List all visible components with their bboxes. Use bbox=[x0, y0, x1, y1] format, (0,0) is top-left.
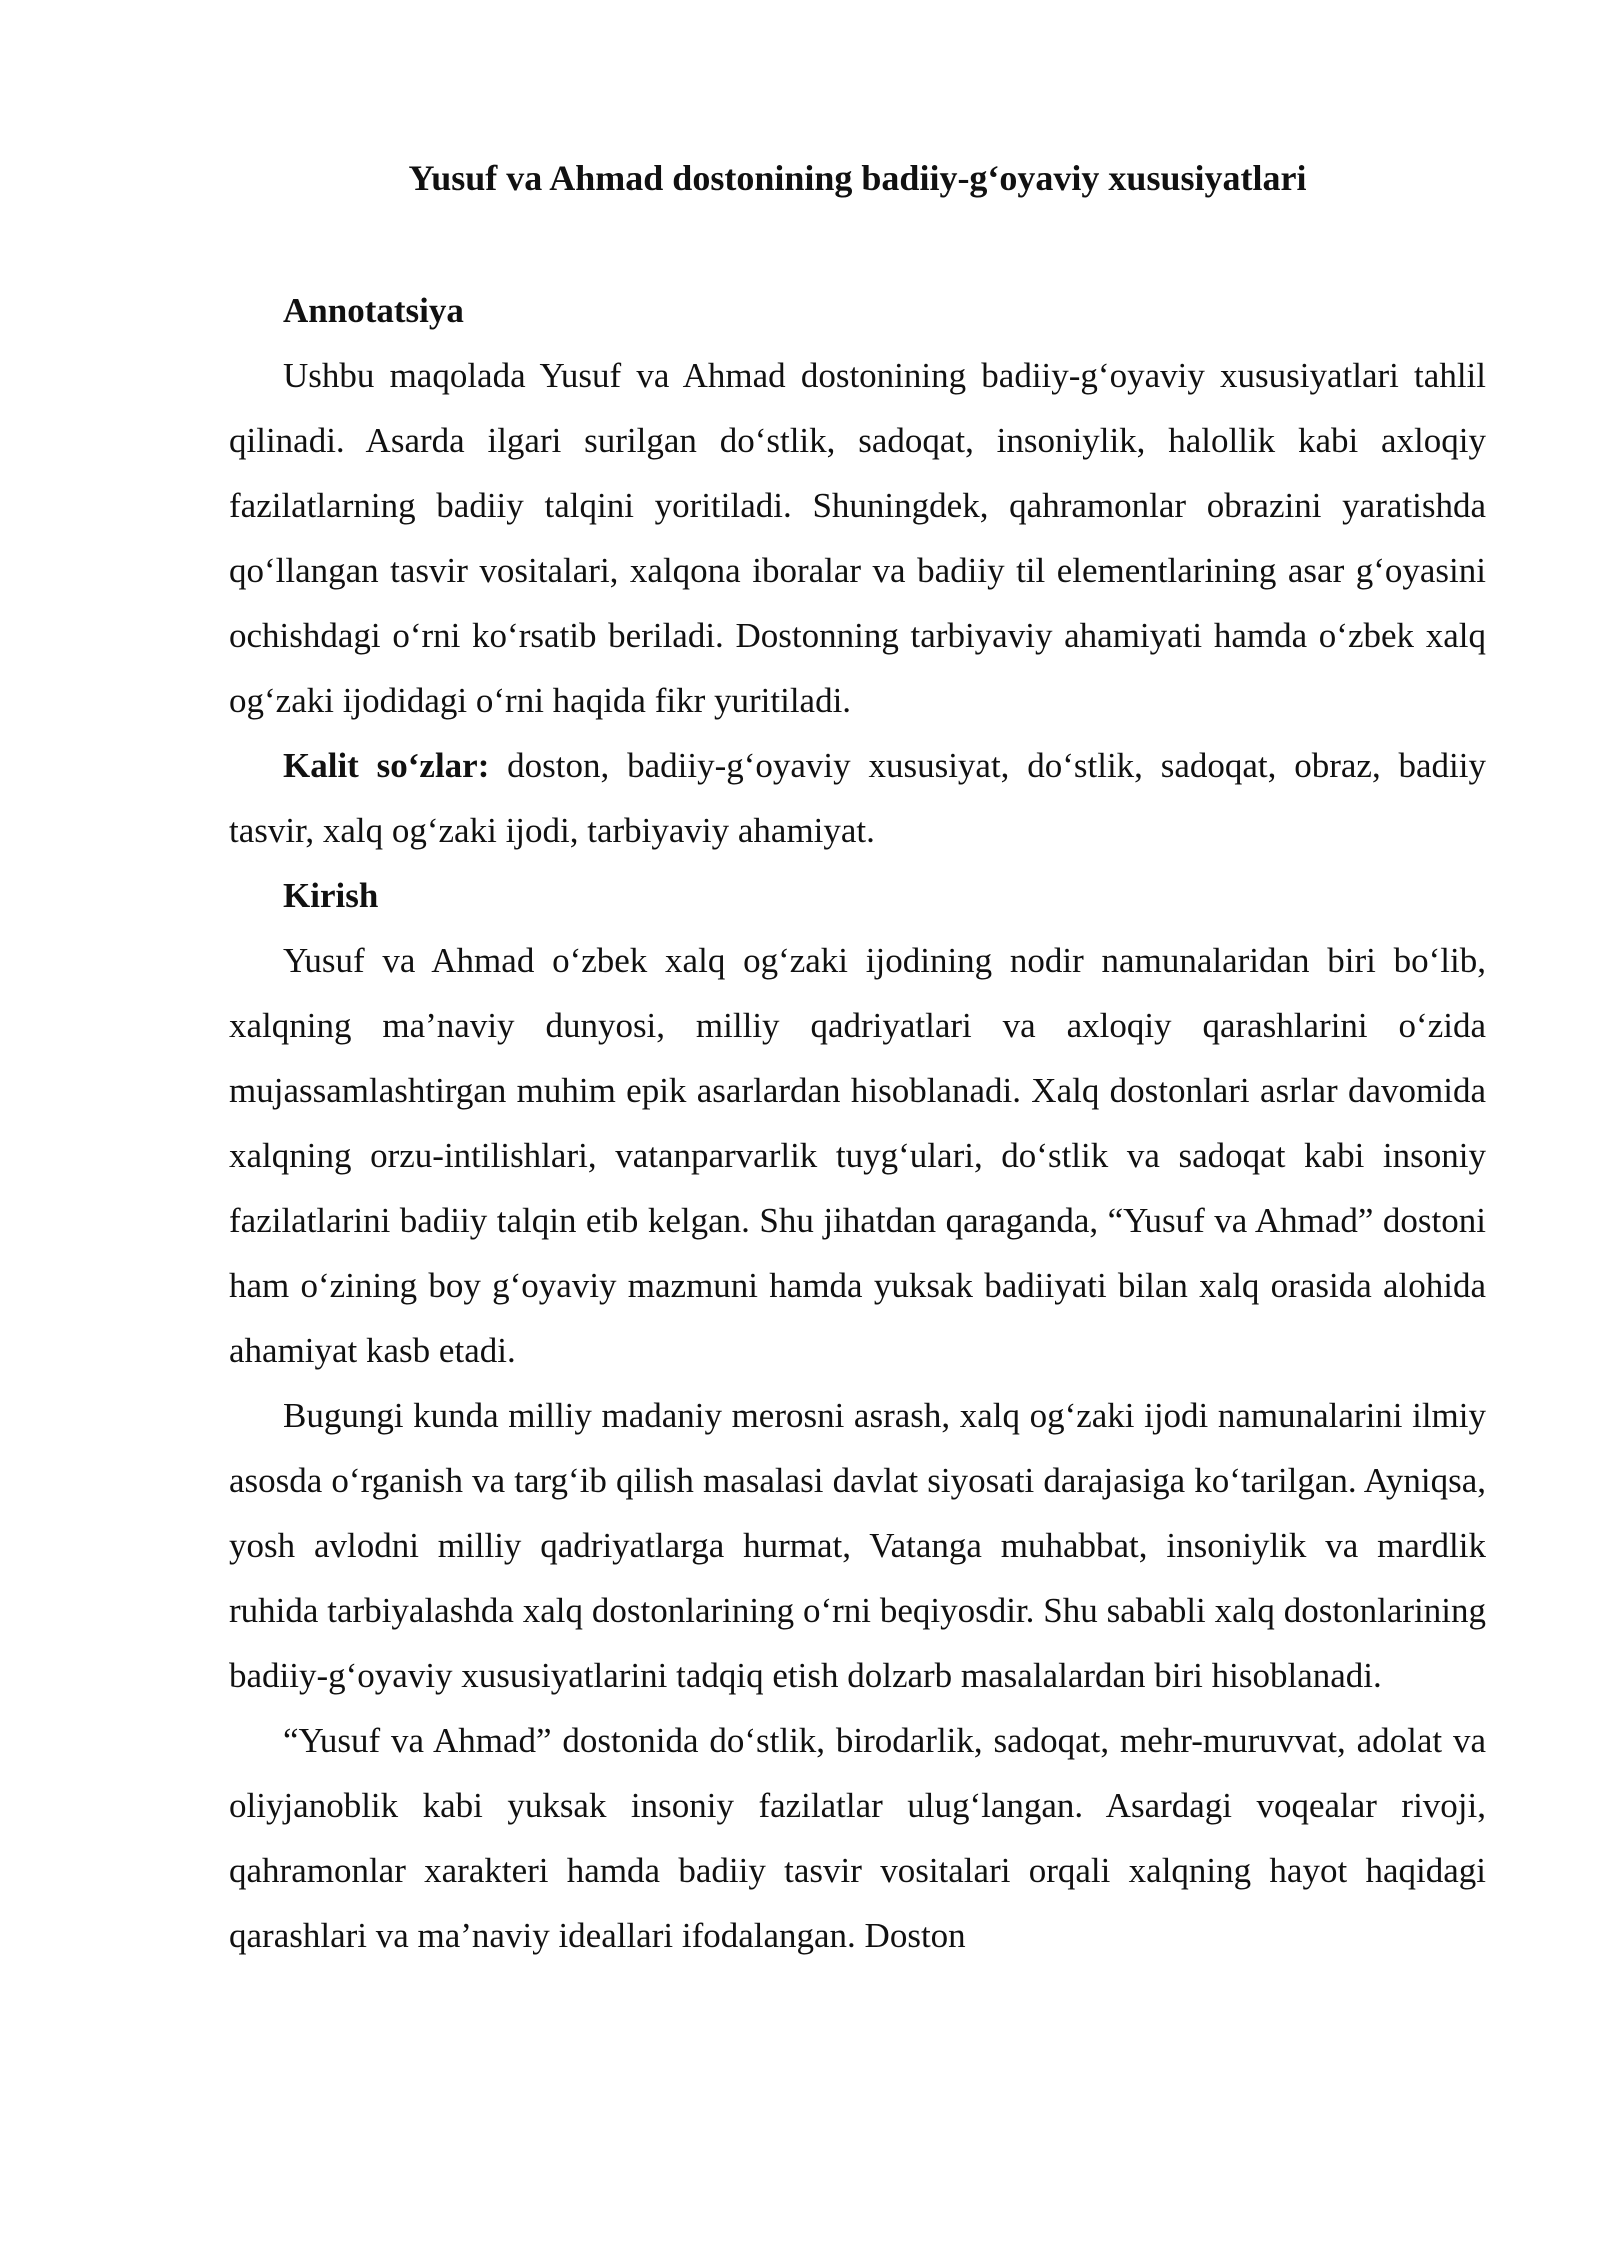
annotation-paragraph: Ushbu maqolada Yusuf va Ahmad dostonining badiiy-g‘oyaviy xususiyatlari tahlil qilinadi. Asarda ilgari surilgan do‘stlik, sadoqat, insoniylik, halollik kabi axloqiy fazilatlarning badiiy talqini yoritiladi. Shuningdek, qahramonlar obrazini yaratishda qo‘llangan tasvir vositalari, xalqona iboralar va badiiy til elementlarining asar g‘oyasini ochishdagi o‘rni ko‘rsatib beriladi. Dostonning tarbiyaviy ahamiyati hamda o‘zbek xalq og‘zaki ijodidagi o‘rni haqida fikr yuritiladi. bbox=[229, 356, 1486, 720]
keywords-label: Kalit so‘zlar: bbox=[283, 746, 490, 785]
document-title: Yusuf va Ahmad dostonining badiiy-g‘oyaviy xususiyatlari bbox=[408, 158, 1307, 198]
introduction-heading: Kirish bbox=[283, 876, 379, 915]
page-content bbox=[229, 150, 1486, 1968]
introduction-paragraph-3: “Yusuf va Ahmad” dostonida do‘stlik, birodarlik, sadoqat, mehr-muruvvat, adolat va oliyjanoblik kabi yuksak insoniy fazilatlar ulug‘langan. Asardagi voqealar rivoji, qahramonlar xarakteri hamda badiiy tasvir vositalari orqali xalqning hayot haqidagi qarashlari va ma’naviy ideallari ifodalangan. Doston bbox=[229, 1721, 1486, 1955]
introduction-paragraph-1: Yusuf va Ahmad o‘zbek xalq og‘zaki ijodining nodir namunalaridan biri bo‘lib, xalqning ma’naviy dunyosi, milliy qadriyatlari va axloqiy qarashlarini o‘zida mujassamlashtirgan muhim epik asarlardan hisoblanadi. Xalq dostonlari asrlar davomida xalqning orzu-intilishlari, vatanparvarlik tuyg‘ulari, do‘stlik va sadoqat kabi insoniy fazilatlarini badiiy talqin etib kelgan. Shu jihatdan qaraganda, “Yusuf va Ahmad” dostoni ham o‘zining boy g‘oyaviy mazmuni hamda yuksak badiiyati bilan xalq orasida alohida ahamiyat kasb etadi. bbox=[229, 941, 1486, 1370]
introduction-paragraph-2: Bugungi kunda milliy madaniy merosni asrash, xalq og‘zaki ijodi namunalarini ilmiy asosda o‘rganish va targ‘ib qilish masalasi davlat siyosati darajasiga ko‘tarilgan. Ayniqsa, yosh avlodni milliy qadriyatlarga hurmat, Vatanga muhabbat, insoniylik va mardlik ruhida tarbiyalashda xalq dostonlarining o‘rni beqiyosdir. Shu sababli xalq dostonlarining badiiy-g‘oyaviy xususiyatlarini tadqiq etish dolzarb masalalardan biri hisoblanadi. bbox=[229, 1396, 1486, 1695]
keywords-paragraph bbox=[229, 733, 1486, 863]
keywords-list: doston, badiiy-g‘oyaviy xususiyat, do‘stlik, sadoqat, obraz, badiiy tasvir, xalq og‘zaki ijodi, tarbiyaviy ahamiyat. bbox=[229, 746, 1486, 850]
annotation-heading: Annotatsiya bbox=[283, 291, 464, 330]
